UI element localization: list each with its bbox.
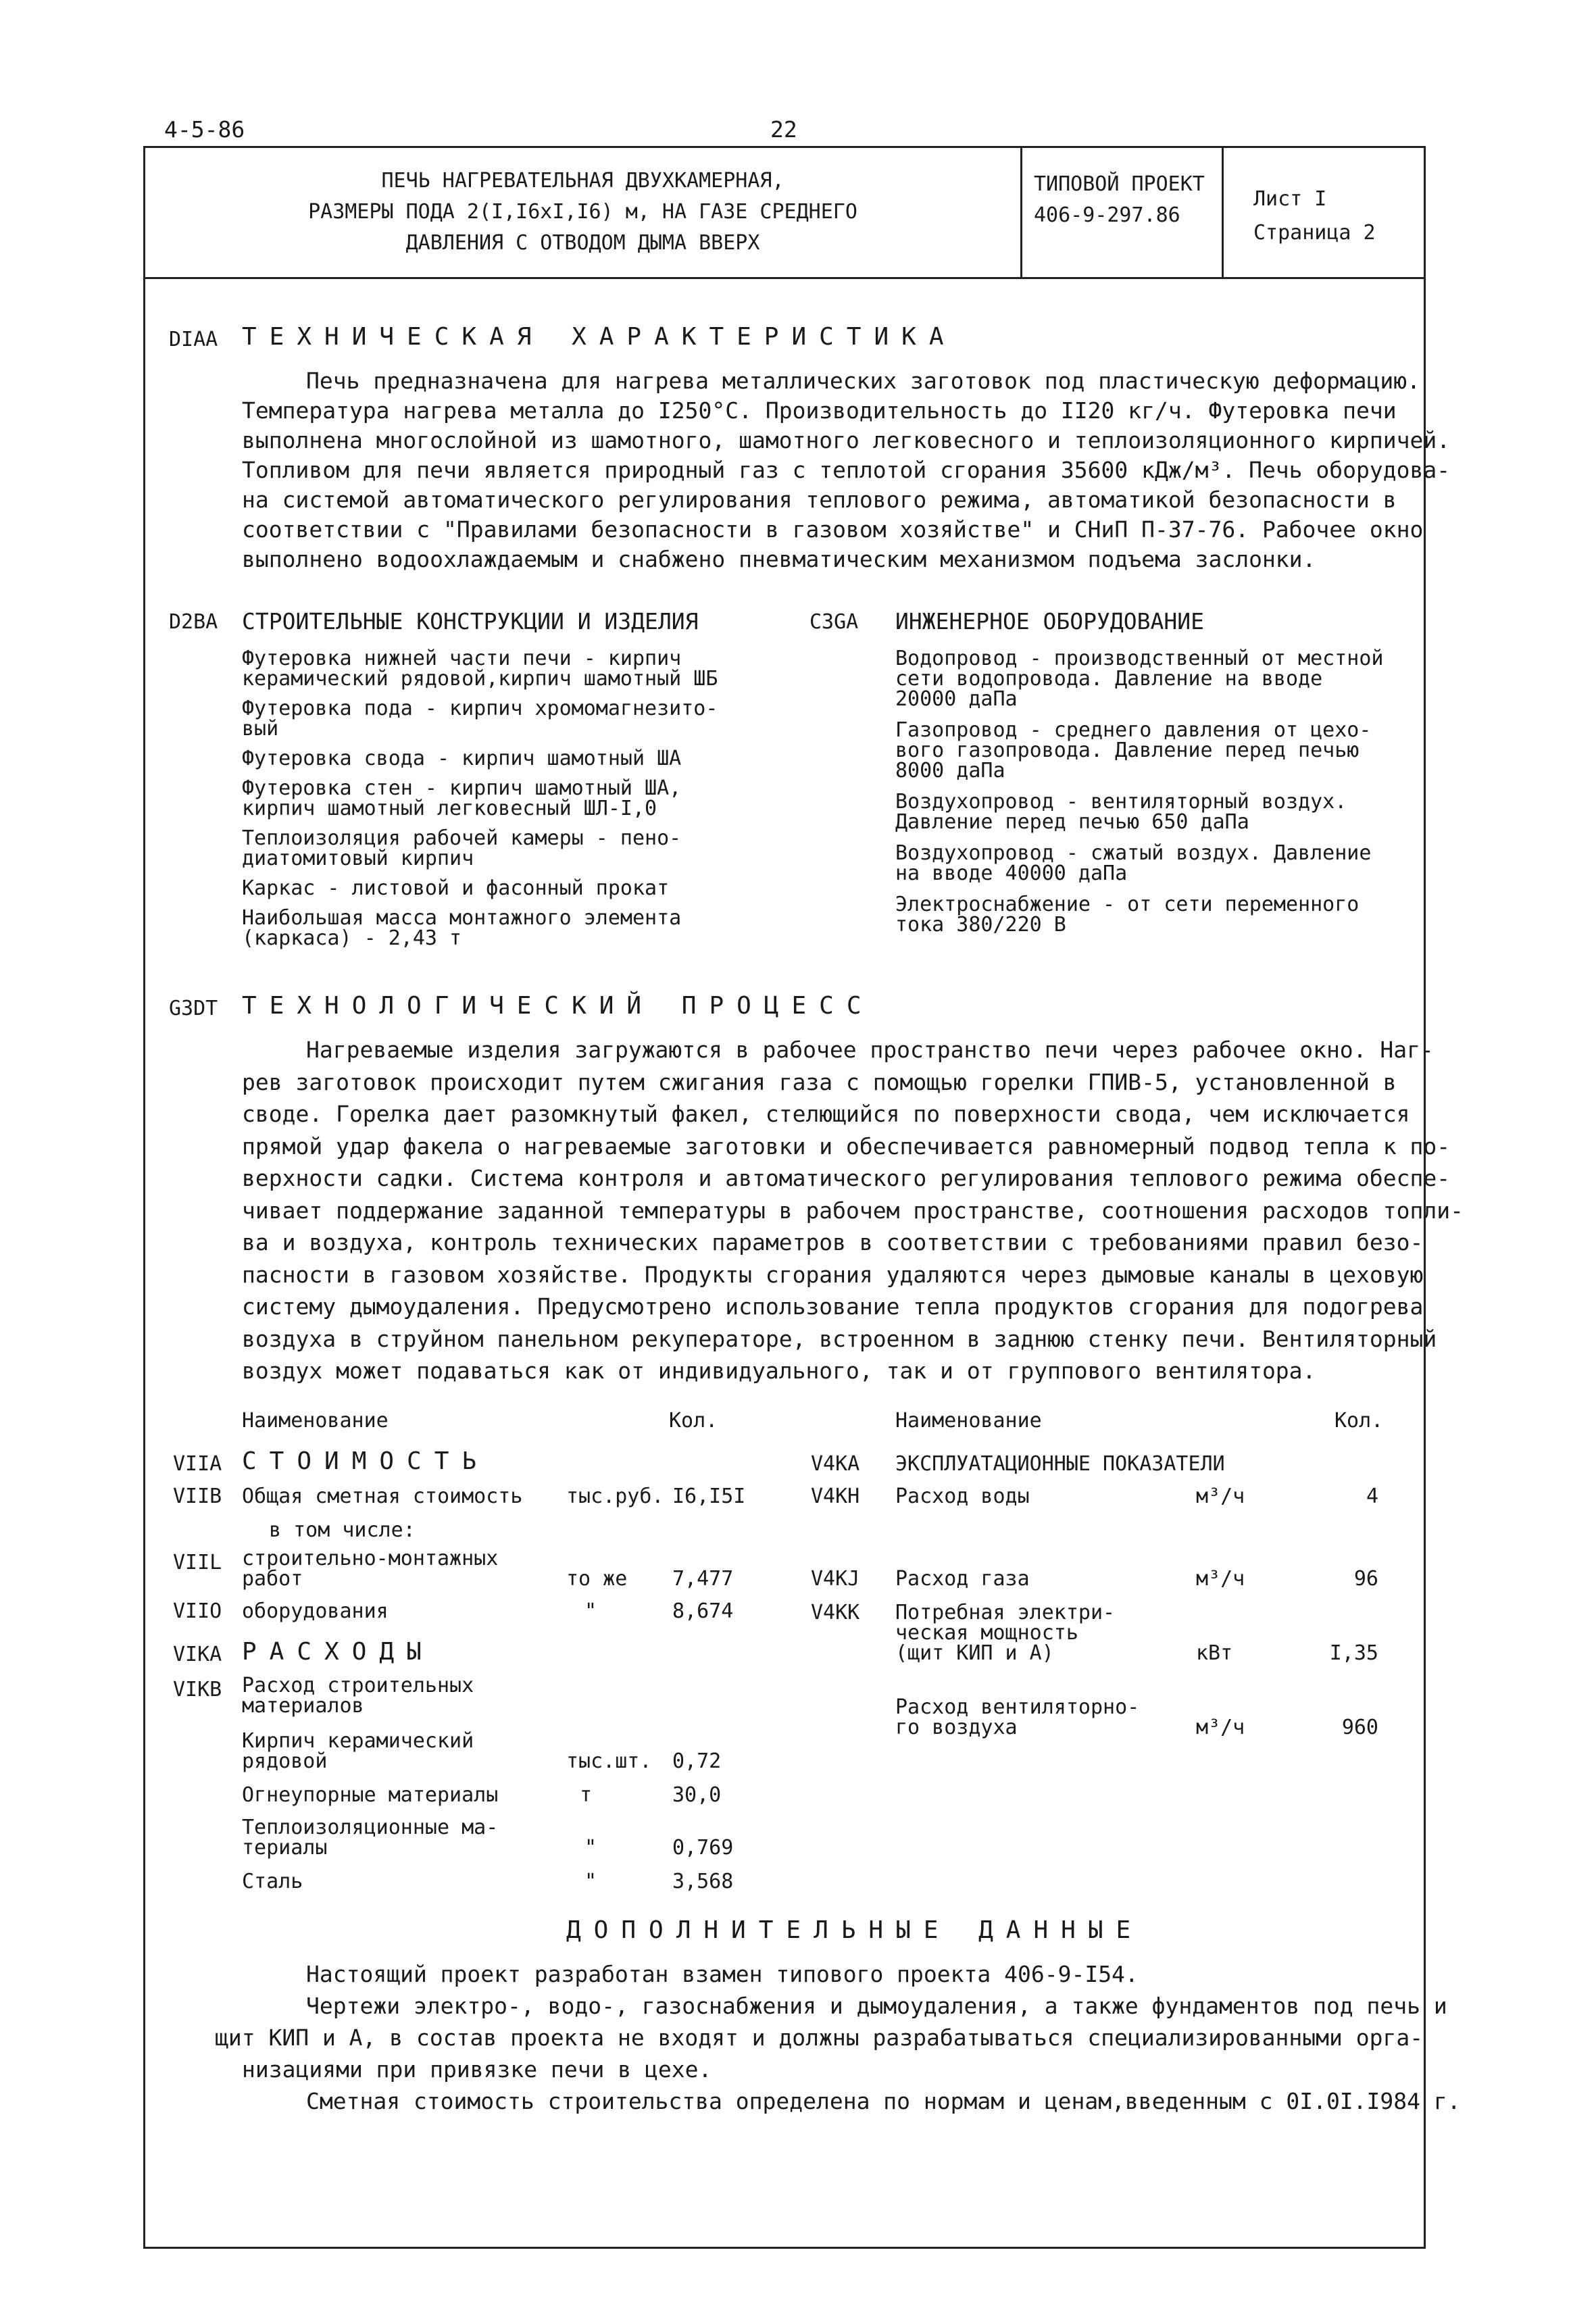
row-code: V4KJ <box>811 1567 860 1591</box>
section-code: D2BA <box>169 610 218 634</box>
title-line: ПЕЧЬ НАГРЕВАТЕЛЬНАЯ ДВУХКАМЕРНАЯ, <box>381 169 784 193</box>
text-line: своде. Горелка дает разомкнутый факел, стелющийся по поверхности свода, чем исключается <box>242 1101 1410 1127</box>
column-header-name: Наименование <box>895 1409 1042 1433</box>
list-item: Футеровка стен - кирпич шамотный ША, кирпич шамотный легковесный ШЛ-I,0 <box>242 776 682 820</box>
sheet-page: Страница 2 <box>1253 221 1376 245</box>
total-cost-label: Общая сметная стоимость <box>242 1485 523 1508</box>
header-divider-v1 <box>1020 146 1022 278</box>
total-cost-value: I6,I5I <box>672 1485 746 1508</box>
text-line: выполнена многослойной из шамотного, шамотного легковесного и теплоизоляционного кирпичей. <box>242 427 1451 453</box>
insulation-label: Теплоизоляционные ма- териалы <box>242 1816 499 1860</box>
power-label: Потребная электри- ческая мощность (щит КИП и А) <box>895 1601 1116 1665</box>
brick-unit: тыс.шт. <box>566 1749 652 1773</box>
text-line: Печь предназначена для нагрева металлических заготовок под пластическую деформацию. <box>306 368 1421 394</box>
tech-description <box>242 366 1450 574</box>
row-code: VIIB <box>173 1485 222 1508</box>
text-line: выполнено водоохлаждаемым и снабжено пневматическим механизмом подъема заслонки. <box>242 546 1316 572</box>
text-line: Сметная стоимость строительства определена по нормам и ценам,введенным с 0I.0I.I984 г. <box>306 2088 1461 2114</box>
total-cost-unit: тыс.руб. <box>566 1485 664 1508</box>
text-line: щит КИП и А, в состав проекта не входят и должны разрабатываться специализированными орга- <box>215 2024 1424 2051</box>
engineering-list <box>895 649 1383 935</box>
equipment-cost-unit: " <box>584 1599 597 1623</box>
column-header-qty: Кол. <box>1335 1409 1384 1433</box>
list-item: Футеровка пода - кирпич хромомагнезито- вый <box>242 697 718 741</box>
water-label: Расход воды <box>895 1485 1030 1508</box>
section-heading-construction: СТРОИТЕЛЬНЫЕ КОНСТРУКЦИИ И ИЗДЕЛИЯ <box>242 608 699 634</box>
header-divider-v2 <box>1222 146 1224 278</box>
insulation-value: 0,769 <box>672 1836 734 1860</box>
refractory-label: Огнеупорные материалы <box>242 1783 499 1807</box>
equipment-cost-value: 8,674 <box>672 1599 734 1623</box>
document-code: 4-5-86 <box>164 116 245 143</box>
title-line: ДАВЛЕНИЯ С ОТВОДОМ ДЫМА ВВЕРХ <box>405 231 760 255</box>
section-code: C3GA <box>809 610 859 634</box>
sheet-info <box>1253 182 1376 250</box>
text-line: воздуха в струйном панельном рекуператоре, встроенном в заднюю стенку печи. Вентиляторный <box>242 1325 1437 1352</box>
row-code: V4KK <box>811 1601 860 1624</box>
air-unit: м³/ч <box>1196 1716 1245 1739</box>
cost-heading: СТОИМОСТЬ <box>242 1447 490 1475</box>
project-number <box>1034 169 1205 231</box>
row-code: VIIL <box>173 1551 222 1574</box>
text-line: Настоящий проект разработан взамен типового проекта 406-9-I54. <box>306 1961 1139 1987</box>
additional-text <box>215 1958 1461 2117</box>
expenses-heading: РАСХОДЫ <box>242 1638 434 1666</box>
text-line: Топливом для печи является природный газ с теплотой сгорания 35600 кДж/м³. Печь оборудова- <box>242 457 1451 483</box>
list-item: Электроснабжение - от сети переменного тока 380/220 В <box>895 893 1360 937</box>
list-item: Водопровод - производственный от местной сети водопровода. Давление на вводе 20000 даПа <box>895 647 1384 711</box>
text-line: воздух может подаваться как от индивидуального, так и от группового вентилятора. <box>242 1358 1316 1384</box>
text-line: низациями при привязке печи в цехе. <box>242 2056 712 2083</box>
list-item: Воздухопровод - сжатый воздух. Давление на вводе 40000 даПа <box>895 841 1372 885</box>
including-label: в том числе: <box>269 1518 416 1542</box>
list-item: Газопровод - среднего давления от цехо- вого газопровода. Давление перед печью 8000 даПа <box>895 718 1372 782</box>
sheet-number: Лист I <box>1253 187 1327 211</box>
section-heading-process: ТЕХНОЛОГИЧЕСКИЙ ПРОЦЕСС <box>242 992 874 1020</box>
water-unit: м³/ч <box>1196 1485 1245 1508</box>
refractory-unit: т <box>580 1783 593 1807</box>
operating-indicators-heading: ЭКСПЛУАТАЦИОННЫЕ ПОКАЗАТЕЛИ <box>895 1452 1225 1476</box>
power-unit: кВт <box>1196 1641 1233 1665</box>
list-item: Воздухопровод - вентиляторный воздух. Давление перед печью 650 даПа <box>895 790 1347 834</box>
list-item: Футеровка свода - кирпич шамотный ША <box>242 747 682 770</box>
gas-unit: м³/ч <box>1196 1567 1245 1591</box>
document-title <box>145 166 1020 259</box>
construction-cost-unit: то же <box>566 1567 628 1591</box>
text-line: верхности садки. Система контроля и автоматического регулирования теплового режима обеспе- <box>242 1165 1451 1191</box>
text-line: рев заготовок происходит путем сжигания газа с помощью горелки ГПИВ-5, установленной в <box>242 1068 1397 1095</box>
row-code: VIKB <box>173 1678 222 1701</box>
process-description <box>242 1034 1464 1387</box>
construction-cost-label: строительно-монтажных работ <box>242 1547 499 1591</box>
equipment-cost-label: оборудования <box>242 1599 389 1623</box>
section-heading-additional: ДОПОЛНИТЕЛЬНЫЕ ДАННЫЕ <box>566 1916 1144 1944</box>
project-label: ТИПОВОЙ ПРОЕКТ <box>1034 172 1205 196</box>
column-header-qty: Кол. <box>669 1409 718 1433</box>
gas-label: Расход газа <box>895 1567 1030 1591</box>
gas-value: 96 <box>1353 1567 1378 1591</box>
column-header-name: Наименование <box>242 1409 389 1433</box>
power-value: I,35 <box>1329 1641 1378 1665</box>
text-line: соответствии с "Правилами безопасности в газовом хозяйстве" и СНиП П-37-76. Рабочее окно <box>242 516 1424 543</box>
row-code: VIIO <box>173 1599 222 1623</box>
row-code: V4KH <box>811 1485 860 1508</box>
materials-label: Расход строительных материалов <box>242 1674 474 1718</box>
steel-value: 3,568 <box>672 1870 734 1893</box>
list-item: Теплоизоляция рабочей камеры - пено- диатомитовый кирпич <box>242 826 682 870</box>
row-code: V4KA <box>811 1452 860 1476</box>
row-code: VIIA <box>173 1452 222 1476</box>
section-code: G3DT <box>169 997 218 1020</box>
construction-cost-value: 7,477 <box>672 1567 734 1591</box>
text-line: Температура нагрева металла до I250°С. Производительность до II20 кг/ч. Футеровка печи <box>242 397 1397 424</box>
water-value: 4 <box>1366 1485 1378 1508</box>
text-line: прямой удар факела о нагреваемые заготовки и обеспечивается равномерный подвод тепла к по- <box>242 1132 1451 1160</box>
text-line: Нагреваемые изделия загружаются в рабочее пространство печи через рабочее окно. Наг- <box>306 1037 1434 1063</box>
air-label: Расход вентиляторно- го воздуха <box>895 1695 1140 1739</box>
insulation-unit: " <box>584 1836 597 1860</box>
section-code: DIAA <box>169 328 218 351</box>
construction-list <box>242 649 718 949</box>
list-item: Наибольшая масса монтажного элемента (каркаса) - 2,43 т <box>242 906 682 950</box>
brick-value: 0,72 <box>672 1749 722 1773</box>
page-number: 22 <box>770 116 797 143</box>
text-line: ва и воздуха, контроль технических параметров в соответствии с требованиями правил безо- <box>242 1229 1424 1255</box>
air-value: 960 <box>1341 1716 1378 1739</box>
text-line: чивает поддержание заданной температуры в рабочем пространстве, соотношения расходов топли- <box>242 1197 1464 1224</box>
header-divider <box>143 277 1424 279</box>
steel-label: Сталь <box>242 1870 303 1893</box>
project-code: 406-9-297.86 <box>1034 203 1180 227</box>
list-item: Футеровка нижней части печи - кирпич керамический рядовой,кирпич шамотный ШБ <box>242 647 718 691</box>
title-line: РАЗМЕРЫ ПОДА 2(I,I6xI,I6) м, НА ГАЗЕ СРЕДНЕГО <box>308 200 857 224</box>
text-line: Чертежи электро-, водо-, газоснабжения и дымоудаления, а также фундаментов под печь и <box>306 1993 1447 2019</box>
text-line: пасности в газовом хозяйстве. Продукты сгорания удаляются через дымовые каналы в цеховую <box>242 1261 1424 1288</box>
text-line: на системой автоматического регулирования теплового режима, автоматикой безопасности в <box>242 487 1397 513</box>
text-line: систему дымоудаления. Предусмотрено использование тепла продуктов сгорания для подогрева <box>242 1293 1424 1320</box>
brick-label: Кирпич керамический рядовой <box>242 1729 474 1773</box>
section-heading-tech: ТЕХНИЧЕСКАЯ ХАРАКТЕРИСТИКА <box>242 323 957 351</box>
section-heading-engineering: ИНЖЕНЕРНОЕ ОБОРУДОВАНИЕ <box>895 608 1204 634</box>
refractory-value: 30,0 <box>672 1783 722 1807</box>
steel-unit: " <box>584 1870 597 1893</box>
list-item: Каркас - листовой и фасонный прокат <box>242 876 670 900</box>
row-code: VIKA <box>173 1643 222 1666</box>
